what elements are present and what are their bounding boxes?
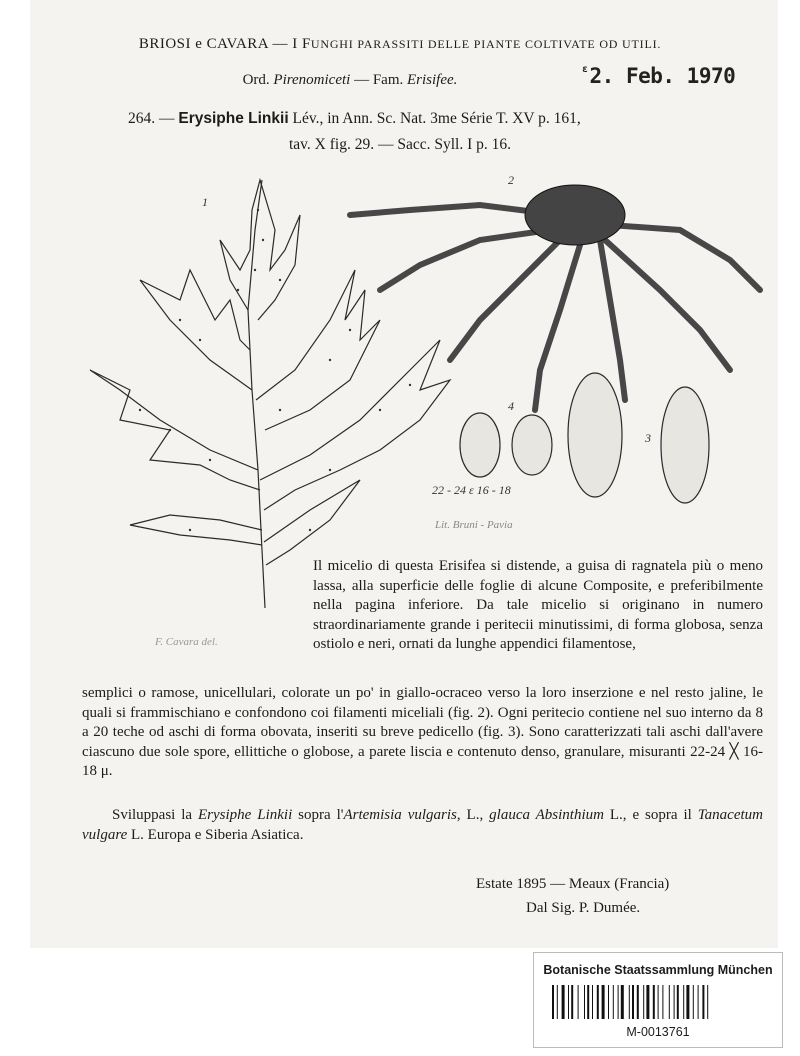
series-initial: I F bbox=[292, 36, 311, 52]
dash: — bbox=[268, 36, 293, 52]
date-stamp: $^\varepsilon$2. Feb. 1970 bbox=[582, 64, 736, 88]
order-name: Pirenomiceti bbox=[273, 72, 351, 88]
order-label: Ord. bbox=[242, 72, 274, 88]
herbarium-label bbox=[533, 952, 783, 1048]
perithecium bbox=[525, 185, 625, 245]
distribution-paragraph bbox=[82, 806, 763, 845]
fig-label-4: 4 bbox=[508, 399, 514, 413]
leaf-drawing bbox=[90, 180, 450, 608]
description-paragraph-1: Il micelio di questa Erisifea si distende, a guisa di ragnatela più o meno lassa, alla superficie delle foglie di alcune Composite, e preferibilmente nella pagina inferiore. Da tale micelio si originano in numero straordinariamente grande i peritecii minutissimi, di forma globosa, senza ostiolo e neri, ornati da lunghe appendici filamentose, bbox=[313, 558, 763, 653]
collection-info: Estate 1895 — Meaux (Francia) bbox=[476, 876, 670, 892]
description-paragraph-1-cont: semplici o ramose, unicellulari, colorate un po' in giallo-ocraceo verso la loro inserzione e nel resto jaline, le quali si frammischiano e confondono coi filamenti miceliali (fig. 2). Ogni peritecio contiene nel suo interno da 8 a 20 teche od aschi di forma obovata, inseriti su breve pedicello (fig. 3). Sono caratterizzati tali aschi dall'avere ciascuno due sole spore, ellittiche o globose, a parete liscia e contenuto denso, granulare, misuranti 22-24 ╳ 16-18 μ. bbox=[82, 685, 763, 780]
leaf-spots bbox=[139, 209, 411, 531]
collector: Dal Sig. P. Dumée. bbox=[526, 900, 641, 916]
species-number: 264. — bbox=[128, 110, 175, 127]
species-heading bbox=[128, 110, 758, 128]
fig-label-3: 3 bbox=[645, 431, 651, 445]
text-seg: Artemisia vulgaris bbox=[343, 807, 457, 823]
species-citation: Lév., in Ann. Sc. Nat. 3me Série T. XV p. 161, bbox=[288, 110, 581, 127]
series-title bbox=[0, 36, 800, 53]
species-reference: tav. X fig. 29. — Sacc. Syll. I p. 16. bbox=[289, 136, 511, 153]
text-seg: glauca Absinthium bbox=[489, 807, 604, 823]
family-label: — Fam. bbox=[350, 72, 407, 88]
text-seg: Tanacetum vulgare bbox=[82, 807, 763, 843]
text-seg: Sviluppasi la bbox=[112, 807, 199, 823]
text-seg: L. Europa e Siberia Asiatica. bbox=[127, 826, 304, 843]
authors: BRIOSI e CAVARA bbox=[138, 36, 269, 52]
artist-credit: F. Cavara del. bbox=[155, 636, 218, 648]
fig-label-1: 1 bbox=[202, 195, 208, 209]
date-stamp-text: 2. Feb. 1970 bbox=[589, 64, 736, 88]
barcode bbox=[552, 985, 764, 1019]
family-name: Erisifee. bbox=[407, 72, 458, 88]
series-name: UNGHI PARASSITI DELLE PIANTE COLTIVATE OD UTILI. bbox=[310, 37, 662, 51]
text-seg: Erysiphe Linkii bbox=[198, 807, 293, 823]
fig-label-2: 2 bbox=[508, 173, 514, 187]
species-name: Erysiphe Linkii bbox=[178, 110, 289, 127]
spore-measure: 22 - 24 ε 16 - 18 bbox=[432, 483, 511, 497]
institution-name: Botanische Staatssammlung München bbox=[543, 963, 773, 977]
text-seg: L., e sopra il bbox=[603, 807, 698, 823]
barcode-number: M-0013761 bbox=[626, 1025, 690, 1039]
lith-credit: Lit. Bruni - Pavia bbox=[435, 519, 513, 531]
text-seg: sopra l' bbox=[292, 807, 344, 823]
text-seg: , L., bbox=[456, 807, 490, 823]
